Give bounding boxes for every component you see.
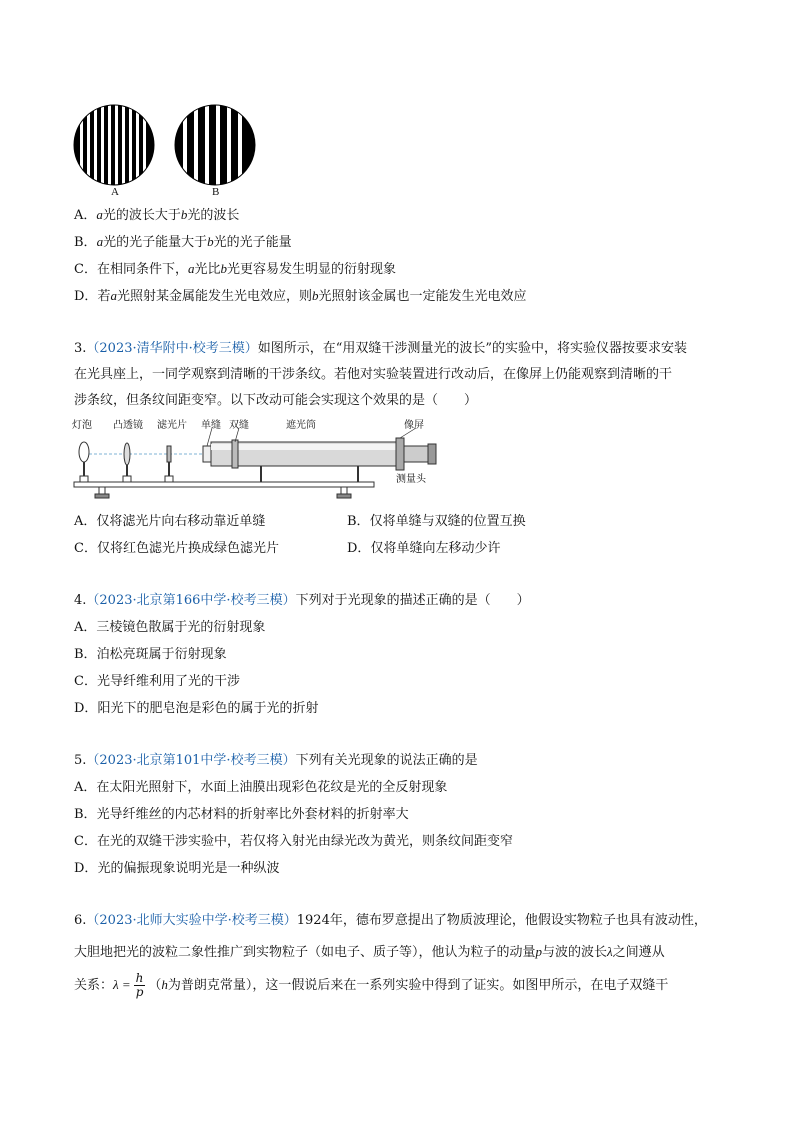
q5-option-c: C．在光的双缝干涉实验中，若仅将入射光由绿光改为黄光，则条纹间距变窄 [74,834,513,849]
q4-option-b: B．泊松亮斑属于衍射现象 [74,647,227,662]
q5-option-b: B．光导纤维丝的内芯材料的折射率比外套材料的折射率大 [74,807,409,822]
label-double-slit: 双缝 [229,420,249,431]
q2-option-a: A．a光的波长大于b光的波长 [74,207,240,223]
q4-stem: 4.（2023·北京第166中学·校考三模）下列对于光现象的描述正确的是（ ） [74,593,530,608]
q6-stem-line-2: 大胆地把光的波粒二象性推广到实物粒子（如电子、质子等），他认为粒子的动量p与波的波长λ之间遵从 [74,944,665,960]
q5-source: （2023·北京第101中学·校考三模） [86,753,296,768]
q5-option-d: D．光的偏振现象说明光是一种纵波 [74,861,280,876]
formula-fraction: $\frac{h}{p}$ [135,971,144,999]
q2-option-b: B．a光的光子能量大于b光的光子能量 [74,234,292,250]
label-lens: 凸透镜 [113,420,143,431]
lens-icon [123,443,131,482]
q4-option-d: D．阳光下的肥皂泡是彩色的属于光的折射 [74,701,319,716]
label-tube: 遮光筒 [286,420,316,431]
q4-number: 4. [74,593,87,608]
fringe-figure [70,104,270,202]
tube-icon [211,440,396,482]
q5-number: 5. [74,753,87,768]
label-screen: 像屏 [404,420,424,431]
q4-option-c: C．光导纤维利用了光的干涉 [74,674,240,689]
q3-stem-line-3: 涉条纹，但条纹间距变窄。以下改动可能会实现这个效果的是（ ） [74,393,478,408]
label-filter: 滤光片 [157,420,187,431]
q6-number: 6. [74,913,87,928]
q3-stem-line-1: 3.（2023·清华附中·校考三模）如图所示，在“用双缝干涉测量光的波长”的实验中，将实验仪器按要求安装 [74,341,688,356]
q2-option-c: C．在相同条件下，a光比b光更容易发生明显的衍射现象 [74,261,396,277]
fringe-circles-svg [70,104,270,186]
q3-option-d: D．仅将单缝向左移动少许 [347,541,501,556]
label-single-slit: 单缝 [201,420,221,431]
fringe-label-a: A [111,186,119,198]
double-slit-apparatus [70,416,450,500]
q3-number: 3. [74,341,87,356]
q3-option-a: A．仅将滤光片向右移动靠近单缝 [74,514,266,529]
label-bulb: 灯泡 [72,420,92,431]
q3-option-b: B．仅将单缝与双缝的位置互换 [347,514,526,529]
q3-stem-line-2: 在光具座上，一同学观察到清晰的干涉条纹。若他对实验装置进行改动后，在像屏上仍能观察到清晰的干 [74,367,673,382]
bulb-icon [79,442,89,482]
q4-option-a: A．三棱镜色散属于光的衍射现象 [74,620,266,635]
q2-option-d: D．若a光照射某金属能发生光电效应，则b光照射该金属也一定能发生光电效应 [74,288,527,304]
q5-stem: 5.（2023·北京第101中学·校考三模）下列有关光现象的说法正确的是 [74,753,478,768]
q6-stem-line-3: 关系：λ = $\frac{h}{p}$ （h为普朗克常量），这一假说后来在一系列实验中得到了证实。如图甲所示，在电子双缝干 [74,971,669,999]
q5-option-a: A．在太阳光照射下，水面上油膜出现彩色花纹是光的全反射现象 [74,780,448,795]
formula-lhs: λ = [113,977,131,992]
q3-option-c: C．仅将红色滤光片换成绿色滤光片 [74,541,279,556]
q6-source: （2023·北师大实验中学·校考三模） [86,913,297,928]
q3-source: （2023·清华附中·校考三模） [86,341,258,356]
label-eyepiece: 测量头 [396,474,426,485]
q4-source: （2023·北京第166中学·校考三模） [86,593,296,608]
q6-stem-line-1: 6.（2023·北师大实验中学·校考三模）1924年，德布罗意提出了物质波理论，他假设实物粒子也具有波动性， [74,913,707,928]
fringe-label-b: B [212,186,220,198]
eyepiece-icon [396,438,436,470]
filter-icon [165,446,173,482]
